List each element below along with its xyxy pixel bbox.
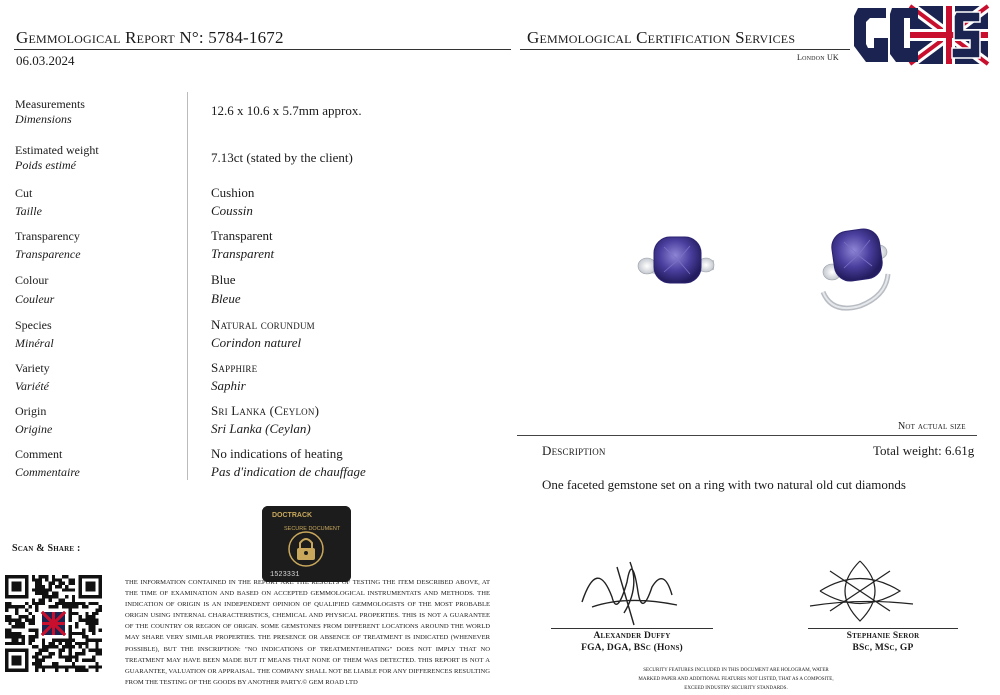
cut-value-fr: Coussin <box>211 203 253 218</box>
colour-label: Colour <box>15 273 49 287</box>
company-city: London UK <box>797 53 839 62</box>
hologram-brand: DOCTRACK <box>272 512 313 519</box>
report-date: 06.03.2024 <box>16 53 75 68</box>
transparency-value: Transparent <box>211 228 273 243</box>
measurements-value: 12.6 x 10.6 x 5.7mm approx. <box>211 103 362 118</box>
origin-label: Origin <box>15 404 47 418</box>
ring-photo <box>618 222 903 322</box>
cut-value: Cushion <box>211 185 255 200</box>
signatory-1-qualifications: FGA, DGA, BSc (Hons) <box>581 643 683 653</box>
header-rule-right <box>520 49 850 50</box>
company-name: Gemmological Certification Services <box>527 28 796 47</box>
signature-alexander-duffy <box>572 547 682 627</box>
variety-label-fr: Variété <box>15 379 49 393</box>
signature-stephanie-seror <box>805 556 915 626</box>
hologram-text: SECURE DOCUMENT <box>284 526 341 532</box>
qr-code[interactable] <box>5 575 102 672</box>
species-label: Species <box>15 318 52 332</box>
transparency-value-fr: Transparent <box>211 246 275 261</box>
origin-value-fr: Sri Lanka (Ceylan) <box>211 421 311 436</box>
transparency-label-fr: Transparence <box>15 247 81 261</box>
description-text: One faceted gemstone set on a ring with two natural old cut diamonds <box>542 477 906 492</box>
table-divider <box>187 92 188 480</box>
security-features-note: SECURITY FEATURES INCLUDED IN THIS DOCUMENT ARE HOLOGRAM, WATER MARKED PAPER AND ADDITIONAL FEATURES NOT LISTED, THAT AS A COMPOSITE, EXCEED INDUSTRY SECURITY STANDARDS. <box>638 668 834 691</box>
colour-label-fr: Couleur <box>15 292 55 306</box>
measurements-label-fr: Dimensions <box>15 112 72 126</box>
comment-label-fr: Commentaire <box>15 465 80 479</box>
photo-caption: Not actual size <box>898 421 966 432</box>
signatory-2-name: Stephanie Seror <box>846 631 920 641</box>
description-rule <box>517 435 977 436</box>
comment-label: Comment <box>15 447 63 461</box>
weight-value: 7.13ct (stated by the client) <box>211 150 353 165</box>
colour-value: Blue <box>211 272 236 287</box>
transparency-label: Transparency <box>15 229 80 243</box>
species-label-fr: Minéral <box>15 336 54 350</box>
weight-label: Estimated weight <box>15 143 99 157</box>
signatory-2-qualifications: BSc, MSc, GP <box>852 643 914 653</box>
qr-finder-top-right <box>79 575 102 598</box>
security-hologram <box>262 506 351 582</box>
ring-front-view <box>638 237 714 283</box>
qr-finder-top-left <box>5 575 28 598</box>
signature-rule-1 <box>551 628 713 629</box>
gcs-logo <box>852 4 990 66</box>
cut-label-fr: Taille <box>15 204 42 218</box>
total-weight: Total weight: 6.61g <box>873 443 975 458</box>
report-title: Gemmological Report N°: 5784-1672 <box>16 28 284 47</box>
hologram-serial: 1523331 <box>270 571 300 579</box>
origin-label-fr: Origine <box>15 422 53 436</box>
signature-rule-2 <box>808 628 958 629</box>
comment-value-fr: Pas d'indication de chauffage <box>211 464 366 479</box>
species-value: Natural corundum <box>211 317 315 332</box>
comment-value: No indications of heating <box>211 446 343 461</box>
species-value-fr: Corindon naturel <box>211 335 302 350</box>
ring-angled-view <box>823 227 888 308</box>
qr-center-flag-icon <box>42 612 65 635</box>
variety-value: Sapphire <box>211 360 258 375</box>
signatory-1-name: Alexander Duffy <box>593 631 671 641</box>
variety-value-fr: Saphir <box>211 378 246 393</box>
measurements-label: Measurements <box>15 97 85 111</box>
origin-value: Sri Lanka (Ceylon) <box>211 403 320 418</box>
description-label: Description <box>542 443 606 458</box>
header-rule-left <box>14 49 511 50</box>
cut-label: Cut <box>15 186 33 200</box>
colour-value-fr: Bleue <box>211 291 241 306</box>
weight-label-fr: Poids estimé <box>15 158 76 172</box>
scan-share-label: Scan & Share : <box>12 543 81 554</box>
qr-finder-bottom-left <box>5 649 28 672</box>
variety-label: Variety <box>15 361 50 375</box>
disclaimer-text: THE INFORMATION CONTAINED IN THE REPORT ARE THE RESULTS OF TESTING THE ITEM DESCRIBED ABOVE, AT THE TIME OF EXAMINATION AND BASED ON ACCEPTED GEMMOLOGICAL INSTRUMENTATS AND METHODS. THE INDICATION OF ORIGIN IS AN INDEPENDENT OPINION OF QUALIFIED GEMMOLOGISTS OF THE MOST PROBABLE ORIGIN USING INTERNAL CHARACTERISTICS, CHEMICAL AND PHYSICAL PROPERTIES. THIS IS NOT A GUARANTEE OF THE COUNTRY OR REGION OF ORIGIN. SOME GEMSTONES FROM DIFFERENT LOCATIONS AROUND THE WORLD MAY SHARE VERY SIMILAR PROPERTIES. THE PRESENCE OR ABSENCE OF TREATMENT IS INDICATED (WHENEVER POSSIBLE), BUT THE INSCRIPTION: "NO INDICATIONS OF TREATMENT/HEATING" DOES NOT IMPLY THAT NO TREATMENT MAY HAVE BEEN MADE BUT IT MEANS THAT NONE OF THEM WAS DETECTED. THIS REPORT IS NOT A GUARANTEE, VALUATION OR APPRAISAL. THE COMPANY SHALL NOT BE LIABLE FOR ANY DIFFERENCES RESULTING FROM THE TESTING OF THE GOODS BY ANOTHER PARTY.© GEM ROAD LTD <box>125 579 490 686</box>
